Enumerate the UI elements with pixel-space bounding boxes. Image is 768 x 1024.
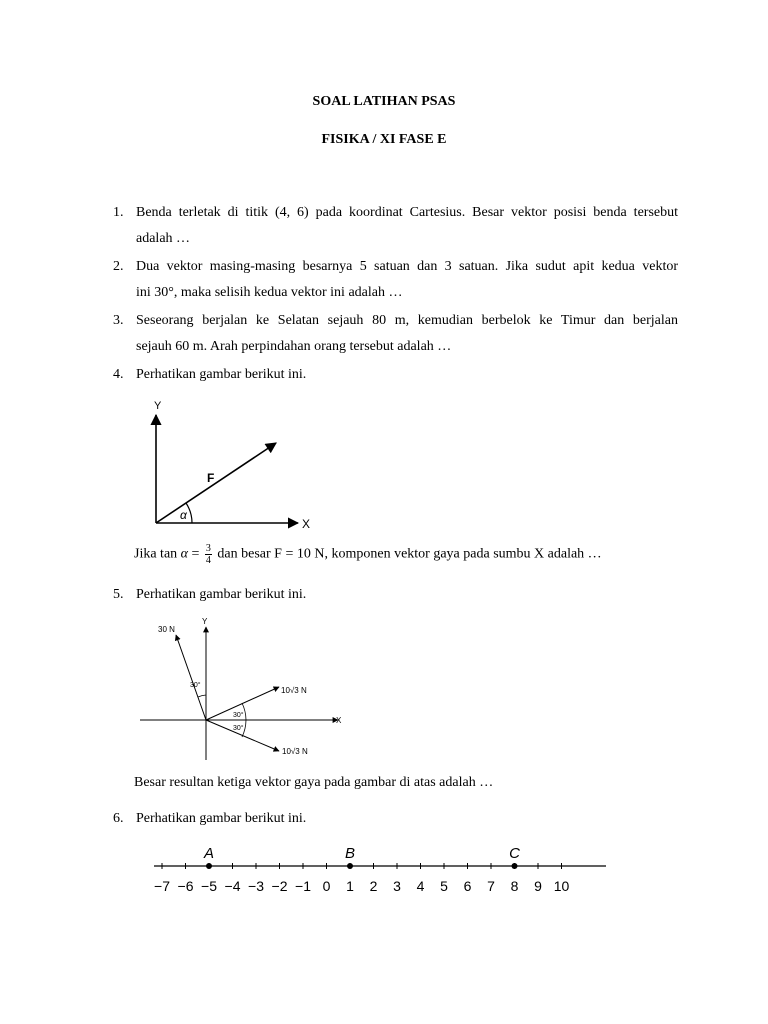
- question-4: [113, 362, 678, 388]
- question-number: 1.: [113, 205, 124, 220]
- tick-label: 6: [463, 878, 472, 894]
- point-b-dot: [347, 863, 353, 869]
- question-text-line: ini 30°, maka selisih kedua vektor ini adalah …: [136, 285, 403, 300]
- question-1: [113, 200, 678, 252]
- point-c-label: C: [509, 845, 520, 862]
- question-5: [113, 582, 678, 608]
- condition-text: Jika tan: [134, 546, 181, 562]
- question-text-line: Perhatikan gambar berikut ini.: [136, 367, 307, 382]
- question-number: 4.: [113, 367, 124, 382]
- tick-label: 0: [322, 878, 331, 894]
- point-b-label: B: [344, 845, 356, 862]
- page-title: SOAL LATIHAN PSAS: [312, 94, 456, 109]
- vector-f: [156, 443, 276, 523]
- angle-label: α: [180, 508, 187, 522]
- tick-label: 7: [487, 878, 495, 894]
- question-text-line: Benda terletak di titik (4, 6) pada koordinat Cartesius. Besar vektor posisi benda tersebut: [136, 205, 678, 220]
- tick-label: 2: [369, 878, 378, 894]
- question-text-line: sejauh 60 m. Arah perpindahan orang tersebut adalah …: [136, 339, 452, 354]
- fraction-denominator: 4: [205, 555, 211, 566]
- question-5-prompt: Besar resultan ketiga vektor gaya pada gambar di atas adalah …: [134, 775, 494, 790]
- angle-label: 30°: [190, 682, 201, 689]
- question-text-line: Perhatikan gambar berikut ini.: [136, 587, 307, 602]
- equals-sign: =: [188, 546, 203, 562]
- question-3: [113, 308, 678, 360]
- tick-label: 9: [534, 878, 542, 894]
- force-30n-label: 30 N: [158, 625, 175, 634]
- tick-label: −4: [224, 878, 241, 894]
- question-number: 2.: [113, 259, 124, 274]
- question-number: 5.: [113, 587, 124, 602]
- question-text-line: Perhatikan gambar berikut ini.: [136, 811, 307, 826]
- question-text-line: adalah …: [136, 231, 191, 246]
- angle-arc: [198, 695, 206, 697]
- alpha-symbol: α: [180, 546, 189, 562]
- tick-label: −3: [248, 878, 264, 894]
- question-number: 6.: [113, 811, 124, 826]
- vector-label: F: [207, 471, 215, 485]
- tick-label: 3: [393, 878, 401, 894]
- three-forces-figure: [136, 615, 348, 763]
- fraction-numerator: 3: [205, 543, 211, 554]
- tick-label: 4: [416, 878, 425, 894]
- question-text-line: Seseorang berjalan ke Selatan sejauh 80 m, kemudian berbelok ke Timur dan berjalan: [136, 313, 678, 328]
- condition-text: dan besar F = 10 N, komponen vektor gaya pada sumbu X adalah …: [213, 546, 602, 562]
- x-axis-label: X: [336, 716, 342, 725]
- question-text-line: Dua vektor masing-masing besarnya 5 satuan dan 3 satuan. Jika sudut apit kedua vektor: [136, 259, 678, 274]
- number-line-figure: [150, 840, 610, 902]
- tick-label: 1: [346, 878, 354, 894]
- y-axis-label: Y: [154, 400, 162, 412]
- tick-label: 5: [440, 878, 448, 894]
- question-6: [113, 806, 678, 832]
- tick-label: 8: [510, 878, 519, 894]
- y-axis-label: Y: [202, 617, 208, 626]
- angle-arc: [186, 503, 192, 523]
- angle-label: 30°: [233, 725, 244, 732]
- vector-f-figure: [140, 393, 330, 533]
- question-4-condition: [134, 543, 602, 566]
- question-2: [113, 254, 678, 306]
- tick-label: −6: [177, 878, 194, 894]
- tick-label: −2: [271, 878, 288, 894]
- page-subtitle: FISIKA / XI FASE E: [321, 132, 447, 147]
- force-30n-vector: [176, 635, 206, 720]
- tick-label: 10: [553, 878, 570, 894]
- angle-label: 30°: [233, 712, 244, 719]
- x-axis-label: X: [302, 517, 311, 531]
- tick-label: −1: [295, 878, 311, 894]
- force-upper-label: 10√3 N: [281, 686, 307, 695]
- tick-label: −5: [201, 878, 217, 894]
- question-number: 3.: [113, 313, 124, 328]
- force-lower-label: 10√3 N: [282, 747, 308, 756]
- point-a-dot: [206, 863, 212, 869]
- point-c-dot: [512, 863, 518, 869]
- tick-label: −7: [154, 878, 170, 894]
- point-a-label: A: [203, 845, 215, 862]
- fraction: [205, 543, 212, 566]
